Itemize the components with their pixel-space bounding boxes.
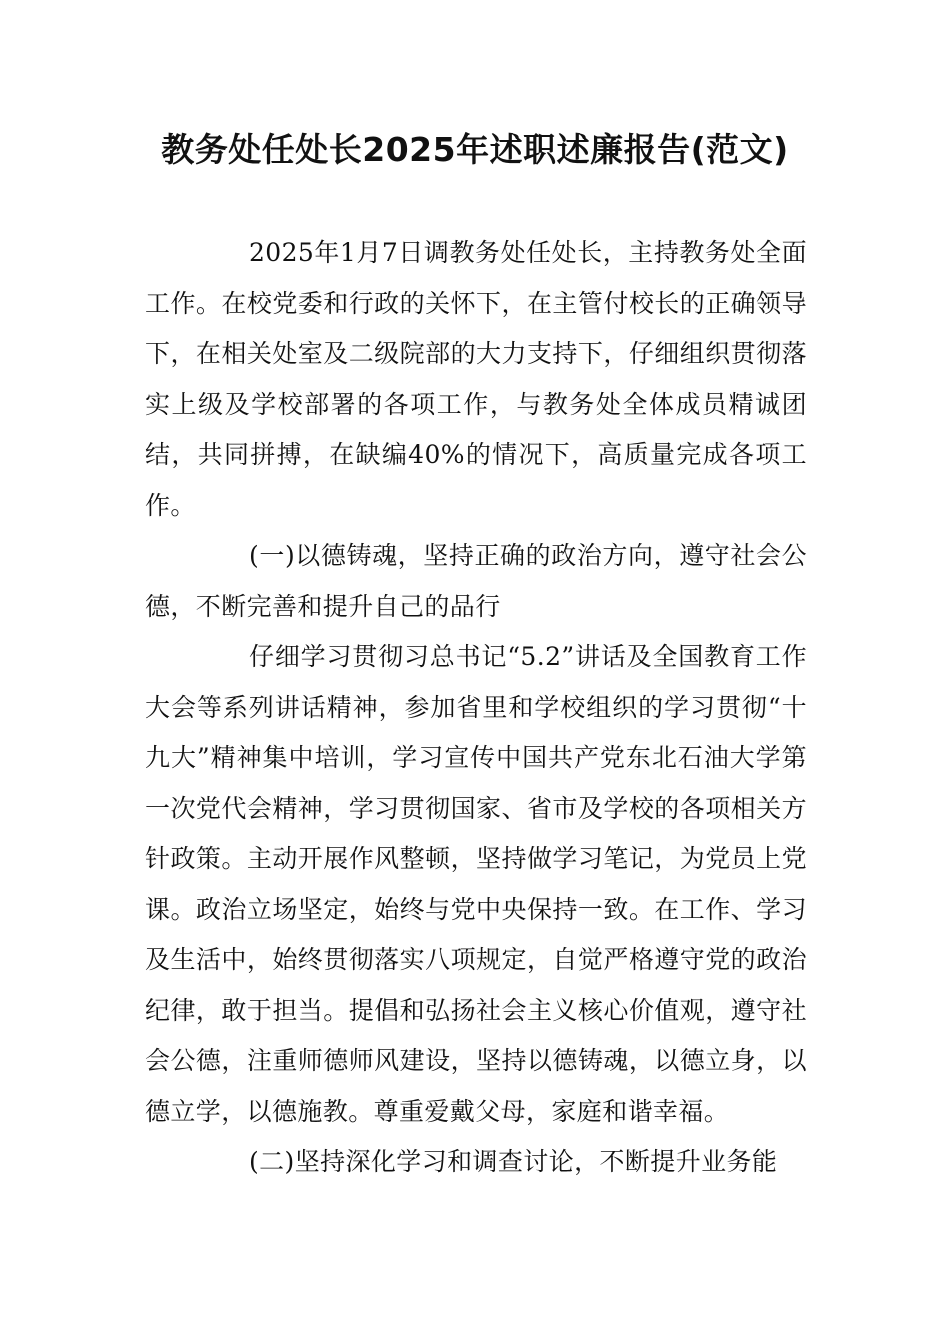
section-heading-1: (一)以德铸魂，坚持正确的政治方向，遵守社会公德，不断完善和提升自己的品行 — [145, 541, 807, 621]
paragraph-section-1: 仔细学习贯彻习总书记“5.2”讲话及全国教育工作大会等系列讲话精神，参加省里和学校组织的学习贯彻“十九大”精神集中培训，学习宣传中国共产党东北石油大学第一次党代会精神，学习贯彻国家、省市及学校的各项相关方针政策。主动开展作风整顿，坚持做学习笔记，为党员上党课。政治立场坚定，始终与党中央保持一致。在工作、学习及生活中，始终贯彻落实八项规定，自觉严格遵守党的政治纪律，敢于担当。提倡和弘扬社会主义核心价值观，遵守社会公德，注重师德师风建设，坚持以德铸魂，以德立身，以德立学，以德施教。尊重爱戴父母，家庭和谐幸福。 — [145, 642, 807, 1126]
document-body — [145, 228, 807, 1188]
section-heading-2: (二)坚持深化学习和调查讨论，不断提升业务能 — [249, 1147, 778, 1176]
document-title: 教务处任处长2025年述职述廉报告(范文) — [161, 130, 789, 169]
paragraph-intro: 2025年1月7日调教务处任处长，主持教务处全面工作。在校党委和行政的关怀下，在主管付校长的正确领导下，在相关处室及二级院部的大力支持下，仔细组织贯彻落实上级及学校部署的各项工作，与教务处全体成员精诚团结，共同拼搏，在缺编40%的情况下，高质量完成各项工作。 — [145, 238, 807, 520]
